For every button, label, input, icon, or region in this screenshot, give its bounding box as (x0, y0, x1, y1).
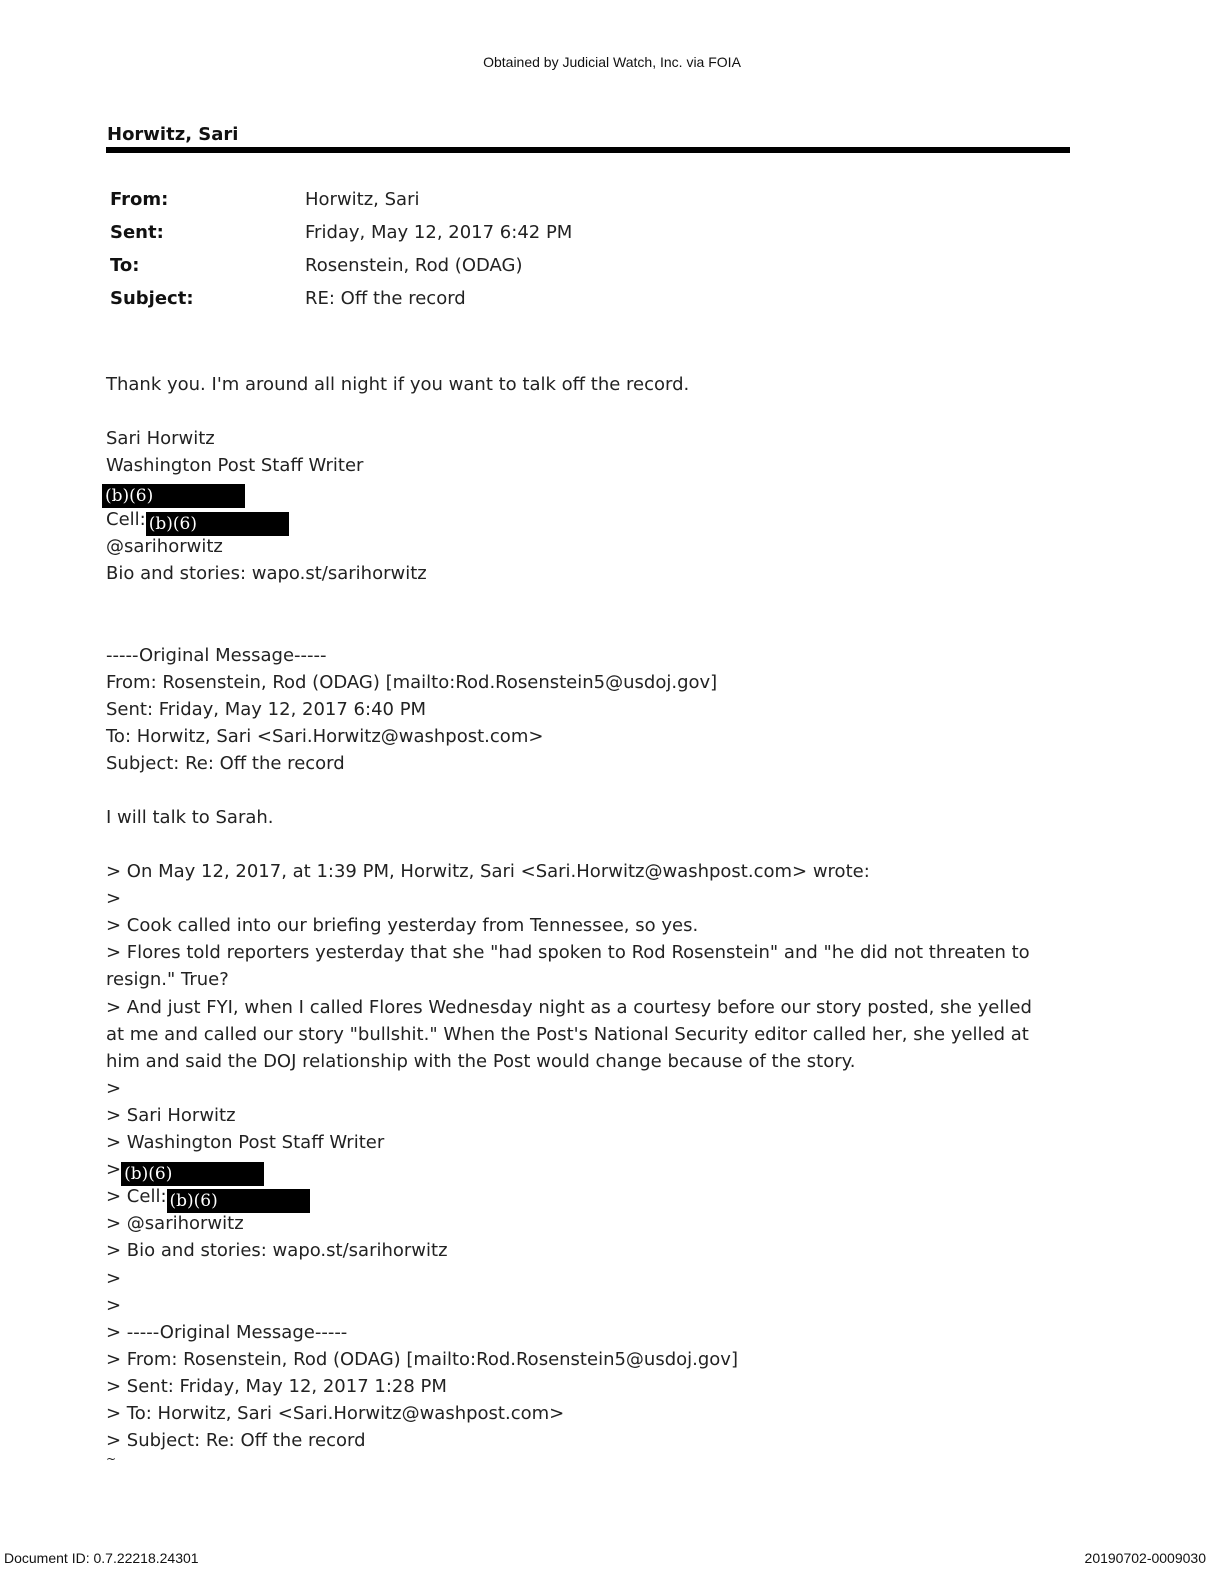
quote-marker: > (106, 1159, 122, 1180)
quoted-trail: ~ (106, 1452, 117, 1466)
bates-number: 20190702-0009030 (1084, 1550, 1206, 1566)
subject-label: Subject: (110, 288, 194, 309)
quoted-blank: > (106, 888, 122, 909)
quoted-cell-line (106, 1186, 310, 1213)
from-value: Horwitz, Sari (305, 189, 420, 210)
quoted-line: resign." True? (106, 969, 229, 990)
signature-title: Washington Post Staff Writer (106, 455, 364, 476)
redaction-box: (b)(6) (167, 1189, 310, 1213)
subject-value: RE: Off the record (305, 288, 466, 309)
quoted-twitter: > @sarihorwitz (106, 1213, 244, 1234)
quoted-line: > And just FYI, when I called Flores Wednesday night as a courtesy before our story posted, she yelled (106, 997, 1032, 1018)
quoted-line: > Cook called into our briefing yesterday from Tennessee, so yes. (106, 915, 699, 936)
quoted-original-divider: > -----Original Message----- (106, 1322, 348, 1343)
document-id: Document ID: 0.7.22218.24301 (4, 1550, 199, 1566)
quoted-line: at me and called our story "bullshit." When the Post's National Security editor called her, she yelled at (106, 1024, 1029, 1045)
original-subject: Subject: Re: Off the record (106, 753, 345, 774)
signature-name: Sari Horwitz (106, 428, 215, 449)
header-rule (106, 147, 1070, 153)
signature-redacted-phone (102, 482, 245, 508)
cell-label: Cell: (106, 509, 146, 530)
quoted-bio: > Bio and stories: wapo.st/sarihorwitz (106, 1240, 448, 1261)
quoted-blank: > (106, 1078, 122, 1099)
signature-bio: Bio and stories: wapo.st/sarihorwitz (106, 563, 427, 584)
quoted-redacted-phone (106, 1159, 264, 1186)
redaction-box: (b)(6) (102, 484, 245, 508)
original-sent: Sent: Friday, May 12, 2017 6:40 PM (106, 699, 427, 720)
redaction-box: (b)(6) (146, 512, 289, 536)
signature-cell-line (106, 509, 289, 536)
signature-twitter: @sarihorwitz (106, 536, 223, 557)
quoted-original-from: > From: Rosenstein, Rod (ODAG) [mailto:Rod.Rosenstein5@usdoj.gov] (106, 1349, 738, 1370)
quoted-intro: > On May 12, 2017, at 1:39 PM, Horwitz, Sari <Sari.Horwitz@washpost.com> wrote: (106, 861, 870, 882)
quoted-line: > Flores told reporters yesterday that she "had spoken to Rod Rosenstein" and "he did not threaten to (106, 942, 1030, 963)
from-label: From: (110, 189, 169, 210)
original-message-text: I will talk to Sarah. (106, 807, 274, 828)
sent-value: Friday, May 12, 2017 6:42 PM (305, 222, 573, 243)
quoted-original-sent: > Sent: Friday, May 12, 2017 1:28 PM (106, 1376, 447, 1397)
quoted-line: him and said the DOJ relationship with the Post would change because of the story. (106, 1051, 856, 1072)
original-from: From: Rosenstein, Rod (ODAG) [mailto:Rod.Rosenstein5@usdoj.gov] (106, 672, 718, 693)
quoted-blank: > (106, 1295, 122, 1316)
to-label: To: (110, 255, 140, 276)
cell-label: > Cell: (106, 1186, 167, 1207)
quoted-blank: > (106, 1268, 122, 1289)
quoted-signature-name: > Sari Horwitz (106, 1105, 236, 1126)
foia-banner: Obtained by Judicial Watch, Inc. via FOIA (483, 54, 741, 70)
redaction-box: (b)(6) (121, 1162, 264, 1186)
quoted-original-to: > To: Horwitz, Sari <Sari.Horwitz@washpost.com> (106, 1403, 565, 1424)
to-value: Rosenstein, Rod (ODAG) (305, 255, 523, 276)
original-message-divider: -----Original Message----- (106, 645, 327, 666)
quoted-signature-title: > Washington Post Staff Writer (106, 1132, 385, 1153)
original-to: To: Horwitz, Sari <Sari.Horwitz@washpost.com> (106, 726, 544, 747)
quoted-original-subject: > Subject: Re: Off the record (106, 1430, 366, 1451)
mailbox-owner: Horwitz, Sari (107, 124, 239, 145)
reply-text: Thank you. I'm around all night if you want to talk off the record. (106, 374, 690, 395)
sent-label: Sent: (110, 222, 164, 243)
